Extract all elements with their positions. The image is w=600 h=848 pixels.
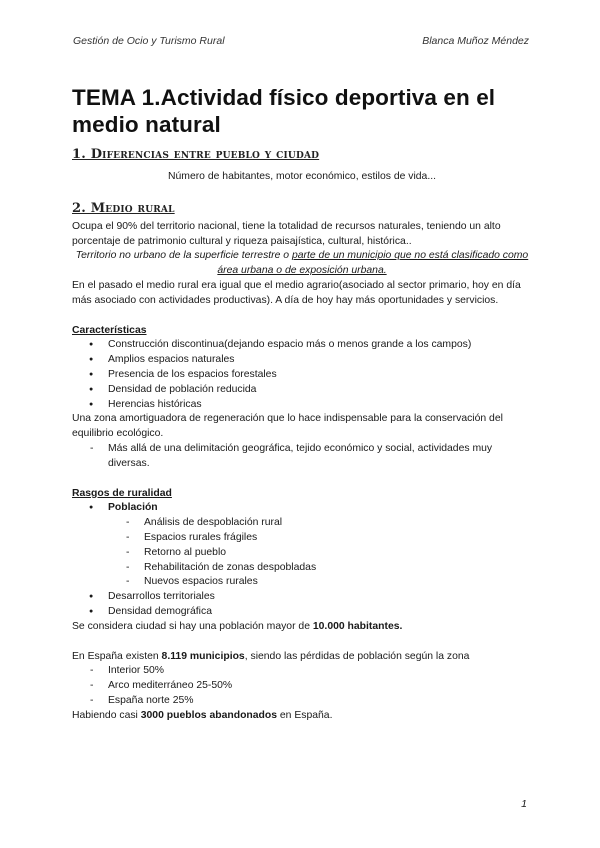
header-course: Gestión de Ocio y Turismo Rural [73,35,225,47]
list-item: ● Presencia de los espacios forestales [72,368,532,383]
list-item: ● Herencias históricas [72,398,532,413]
zones-list [72,664,532,708]
rasgos-list [72,501,532,619]
list-item: - España norte 25% [72,694,532,709]
list-item: ● Densidad de población reducida [72,383,532,398]
abandon-post: en España. [277,709,333,721]
section-1-text: Número de habitantes, motor económico, estilos de vida... [168,171,436,182]
pueblos-abandonados [72,709,532,724]
section-1-heading: 1. Diferencias entre pueblo y ciudad [72,147,320,162]
definition-plain: Territorio no urbano de la superficie terrestre o [75,250,292,262]
definition-underlined: parte de un municipio que no está clasificado como área urbana o de exposición urbana. [217,250,529,277]
espana-municipios [72,650,532,665]
list-item: - Rehabilitación de zonas despobladas [72,561,532,576]
caracteristicas-dash-list [72,442,532,472]
list-item: - Más allá de una delimitación geográfica, tejido económico y social, actividades muy diversas. [72,442,532,472]
municipios-post: , siendo las pérdidas de población según la zona [244,650,470,662]
poblacion-item: ● Población [72,501,532,516]
rasgos-heading: Rasgos de ruralidad [72,487,172,499]
header-author: Blanca Muñoz Méndez [422,35,529,47]
list-item: ● Densidad demográfica [72,605,532,620]
list-item: - Retorno al pueblo [72,546,532,561]
list-item: - Nuevos espacios rurales [72,575,532,590]
section-2-heading: 2. Medio rural [72,200,175,216]
ciudad-definition [72,620,532,635]
list-item: - Interior 50% [72,664,532,679]
page-title: TEMA 1.Actividad físico deportiva en el medio natural [72,85,496,137]
list-item: ● Desarrollos territoriales [72,590,532,605]
municipios-pre: En España existen [72,650,162,662]
list-item: - Espacios rurales frágiles [72,531,532,546]
abandon-pre: Habiendo casi [72,709,141,721]
caracteristicas-list [72,338,532,412]
abandon-bold: 3000 pueblos abandonados [140,709,278,721]
list-item: - Arco mediterráneo 25-50% [72,679,532,694]
list-item: ● Construcción discontinua(dejando espacio más o menos grande a los campos) [72,338,532,353]
ciudad-bold: 10.000 habitantes. [312,620,403,632]
caracteristicas-paragraph: Una zona amortiguadora de regeneración que lo hace indispensable para la conservación del equilibrio ecológico. [72,413,503,440]
rural-paragraph-2: En el pasado el medio rural era igual que el medio agrario(asociado al sector primario, hoy en día más asociado con actividades productivas). A día de hoy hay más oportunidades y servicios. [72,279,521,306]
content [72,84,532,724]
list-item: - Análisis de despoblación rural [72,516,532,531]
ciudad-plain: Se considera ciudad si hay una población mayor de [72,620,313,632]
list-item: ● Amplios espacios naturales [72,353,532,368]
rural-paragraph-1: Ocupa el 90% del territorio nacional, tiene la totalidad de recursos naturales, teniendo un alto porcentaje de patrimonio cultural y riqueza paisajística, cultural, histórica.. [72,220,501,247]
rural-definition [72,249,532,279]
page-number: 1 [521,798,527,810]
caracteristicas-heading: Características [72,324,147,336]
municipios-bold: 8.119 municipios [161,650,245,662]
